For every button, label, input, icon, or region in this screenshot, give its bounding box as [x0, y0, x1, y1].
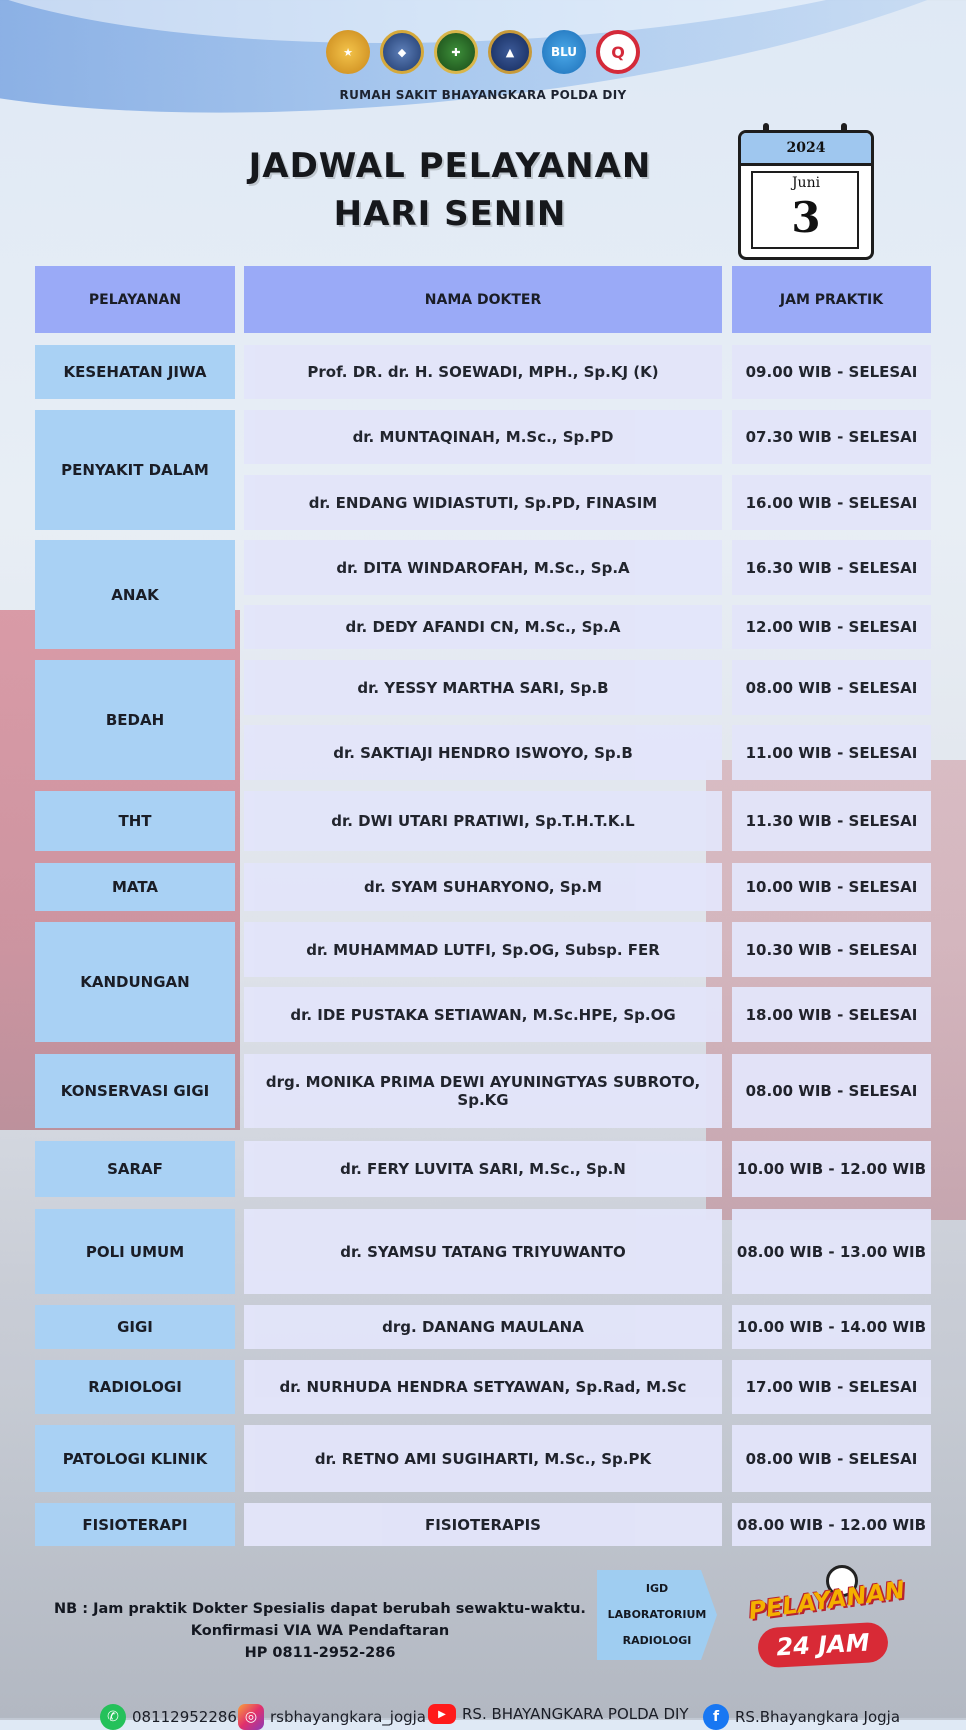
- doctor-cell: drg. MONIKA PRIMA DEWI AYUNINGTYAS SUBROTO, Sp.KG: [244, 1054, 722, 1128]
- hours-cell: 10.00 WIB - 14.00 WIB: [732, 1305, 931, 1349]
- blu-logo-text: BLU: [550, 45, 578, 59]
- service-cell: THT: [35, 791, 235, 851]
- doctor-cell: dr. DITA WINDAROFAH, M.Sc., Sp.A: [244, 540, 722, 595]
- service-cell: RADIOLOGI: [35, 1360, 235, 1414]
- hours-cell: 10.30 WIB - SELESAI: [732, 922, 931, 977]
- hours-cell: 08.00 WIB - 12.00 WIB: [732, 1503, 931, 1546]
- service-cell: BEDAH: [35, 660, 235, 780]
- service-cell: KESEHATAN JIWA: [35, 345, 235, 399]
- calendar-widget: [738, 130, 874, 260]
- service-cell: FISIOTERAPI: [35, 1503, 235, 1546]
- doctor-cell: dr. FERY LUVITA SARI, M.Sc., Sp.N: [244, 1141, 722, 1197]
- quality-logo-icon: Q: [596, 30, 640, 74]
- hours-cell: 17.00 WIB - SELESAI: [732, 1360, 931, 1414]
- doctor-cell: dr. SAKTIAJI HENDRO ISWOYO, Sp.B: [244, 725, 722, 780]
- hours-cell: 08.00 WIB - SELESAI: [732, 1425, 931, 1492]
- doctor-cell: dr. MUNTAQINAH, M.Sc., Sp.PD: [244, 410, 722, 464]
- doctor-cell: dr. IDE PUSTAKA SETIAWAN, M.Sc.HPE, Sp.OG: [244, 987, 722, 1042]
- header-service: PELAYANAN: [35, 266, 235, 333]
- title-line-1: JADWAL PELAYANAN: [248, 146, 652, 186]
- hours-cell: 12.00 WIB - SELESAI: [732, 605, 931, 649]
- service-24h-item: RADIOLOGI: [622, 1634, 692, 1647]
- doctor-cell: dr. YESSY MARTHA SARI, Sp.B: [244, 660, 722, 715]
- doctor-cell: dr. RETNO AMI SUGIHARTI, M.Sc., Sp.PK: [244, 1425, 722, 1492]
- hours-cell: 16.00 WIB - SELESAI: [732, 475, 931, 530]
- hours-cell: 11.00 WIB - SELESAI: [732, 725, 931, 780]
- hours-cell: 10.00 WIB - 12.00 WIB: [732, 1141, 931, 1197]
- doctor-cell: FISIOTERAPIS: [244, 1503, 722, 1546]
- calendar-day: 3: [791, 193, 821, 242]
- doctor-cell: dr. SYAM SUHARYONO, Sp.M: [244, 863, 722, 911]
- hours-cell: 07.30 WIB - SELESAI: [732, 410, 931, 464]
- whatsapp-icon: ✆: [100, 1704, 126, 1730]
- logo-row: [0, 30, 966, 74]
- service-cell: PATOLOGI KLINIK: [35, 1425, 235, 1492]
- page-title: [200, 142, 700, 238]
- service-24h-item: IGD: [645, 1582, 669, 1595]
- title-line-2: HARI SENIN: [333, 194, 567, 234]
- badge-word: PELAYANAN: [746, 1575, 907, 1626]
- whatsapp-number: 08112952286: [132, 1708, 237, 1726]
- note-line-3: HP 0811-2952-286: [244, 1645, 396, 1661]
- footer-facebook[interactable]: [703, 1704, 900, 1730]
- doctor-cell: dr. SYAMSU TATANG TRIYUWANTO: [244, 1209, 722, 1294]
- rs-bhayangkara-emblem-icon: ▲: [488, 30, 532, 74]
- calendar-year: 2024: [741, 133, 871, 166]
- polda-diy-emblem-icon: ◆: [380, 30, 424, 74]
- pelayanan-24-jam-badge: [746, 1565, 907, 1675]
- service-cell: MATA: [35, 863, 235, 911]
- footer-instagram[interactable]: [238, 1704, 426, 1730]
- services-24h-arrow: [597, 1570, 715, 1660]
- instagram-icon: ◎: [238, 1704, 264, 1730]
- biddokkes-emblem-icon: ✚: [434, 30, 478, 74]
- doctor-cell: Prof. DR. dr. H. SOEWADI, MPH., Sp.KJ (K): [244, 345, 722, 399]
- facebook-page: RS.Bhayangkara Jogja: [735, 1708, 901, 1726]
- note-line-1: NB : Jam praktik Dokter Spesialis dapat berubah sewaktu-waktu.: [54, 1601, 586, 1617]
- hours-cell: 08.00 WIB - SELESAI: [732, 660, 931, 715]
- hours-cell: 09.00 WIB - SELESAI: [732, 345, 931, 399]
- service-cell: ANAK: [35, 540, 235, 649]
- instagram-handle: rsbhayangkara_jogja: [270, 1708, 426, 1726]
- footer-whatsapp[interactable]: [100, 1704, 237, 1730]
- hours-cell: 08.00 WIB - SELESAI: [732, 1054, 931, 1128]
- doctor-cell: dr. MUHAMMAD LUTFI, Sp.OG, Subsp. FER: [244, 922, 722, 977]
- hours-cell: 16.30 WIB - SELESAI: [732, 540, 931, 595]
- polri-emblem-icon: ★: [326, 30, 370, 74]
- service-24h-item: LABORATORIUM: [607, 1608, 707, 1621]
- doctor-cell: drg. DANANG MAULANA: [244, 1305, 722, 1349]
- service-cell: POLI UMUM: [35, 1209, 235, 1294]
- hospital-name: RUMAH SAKIT BHAYANGKARA POLDA DIY: [339, 88, 627, 102]
- hours-cell: 18.00 WIB - SELESAI: [732, 987, 931, 1042]
- hours-cell: 11.30 WIB - SELESAI: [732, 791, 931, 851]
- service-cell: SARAF: [35, 1141, 235, 1197]
- doctor-cell: dr. DWI UTARI PRATIWI, Sp.T.H.T.K.L: [244, 791, 722, 851]
- doctor-cell: dr. NURHUDA HENDRA SETYAWAN, Sp.Rad, M.Sc: [244, 1360, 722, 1414]
- badge-hours: 24 JAM: [757, 1622, 889, 1669]
- blu-logo-icon: [542, 30, 586, 74]
- service-cell: PENYAKIT DALAM: [35, 410, 235, 530]
- service-cell: GIGI: [35, 1305, 235, 1349]
- schedule-note: [40, 1598, 600, 1664]
- youtube-icon: ▶: [428, 1704, 456, 1724]
- doctor-cell: dr. ENDANG WIDIASTUTI, Sp.PD, FINASIM: [244, 475, 722, 530]
- header-doctor: NAMA DOKTER: [244, 266, 722, 333]
- service-cell: KANDUNGAN: [35, 922, 235, 1042]
- header-hours: JAM PRAKTIK: [732, 266, 931, 333]
- calendar-month: Juni: [791, 175, 821, 191]
- hours-cell: 08.00 WIB - 13.00 WIB: [732, 1209, 931, 1294]
- hours-cell: 10.00 WIB - SELESAI: [732, 863, 931, 911]
- footer-youtube[interactable]: [428, 1704, 689, 1724]
- note-line-2: Konfirmasi VIA WA Pendaftaran: [190, 1623, 450, 1639]
- service-cell: KONSERVASI GIGI: [35, 1054, 235, 1128]
- youtube-channel: RS. BHAYANGKARA POLDA DIY: [462, 1705, 689, 1723]
- facebook-icon: f: [703, 1704, 729, 1730]
- doctor-cell: dr. DEDY AFANDI CN, M.Sc., Sp.A: [244, 605, 722, 649]
